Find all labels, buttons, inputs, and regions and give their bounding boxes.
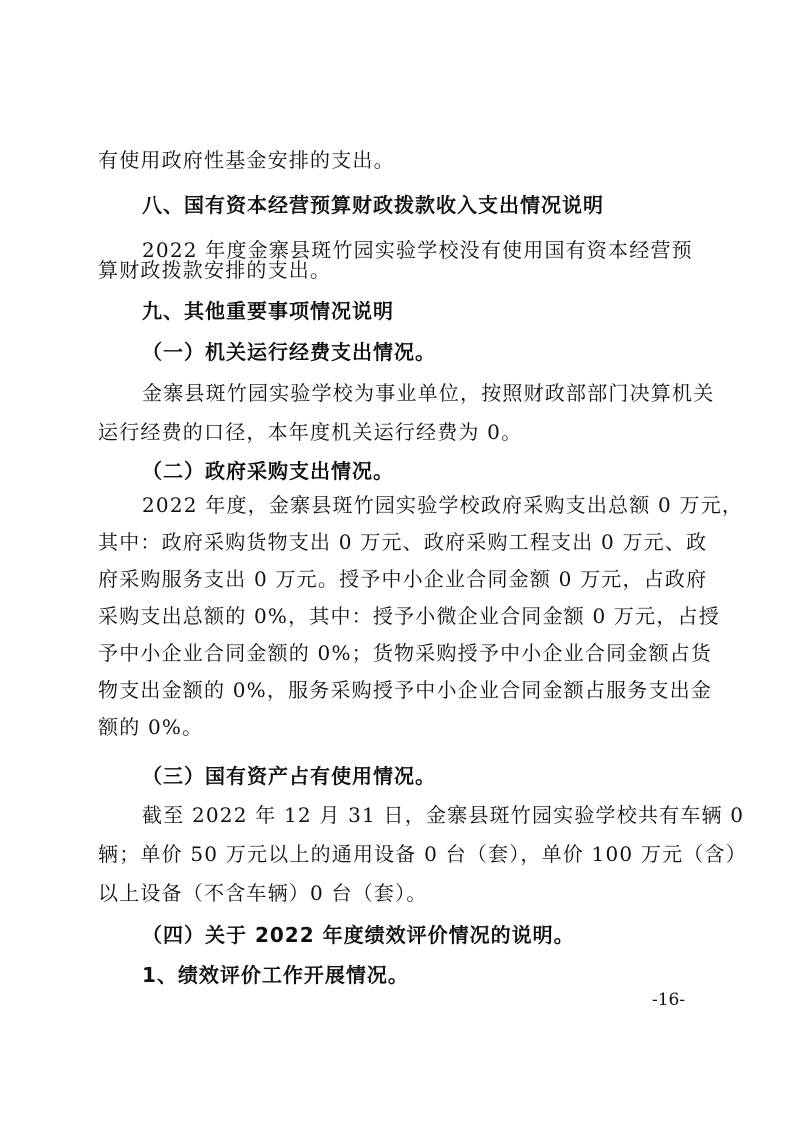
paragraph-line: 金寨县斑竹园实验学校为事业单位，按照财政部部门决算机关 [142,381,715,405]
paragraph-line: 有使用政府性基金安排的支出。 [98,148,395,172]
subsection-heading: 1、绩效评价工作开展情况。 [142,963,409,987]
paragraph-line: 以上设备（不含车辆）0 台（套）。 [98,881,428,905]
paragraph-line: 其中：政府采购货物支出 0 万元、政府采购工程支出 0 万元、政 [98,530,708,554]
paragraph-line: 府采购服务支出 0 万元。授予中小企业合同金额 0 万元，占政府 [98,567,708,591]
subsection-heading: （二）政府采购支出情况。 [142,459,394,483]
paragraph-line: 算财政拨款安排的支出。 [98,258,332,282]
paragraph-line: 运行经费的口径，本年度机关运行经费为 0。 [98,420,523,444]
section-heading: 八、国有资本经营预算财政拨款收入支出情况说明 [142,193,604,217]
paragraph-line: 辆；单价 50 万元以上的通用设备 0 台（套），单价 100 万元（含） [98,842,747,866]
subsection-heading: （一）机关运行经费支出情况。 [142,340,436,364]
subsection-heading: （三）国有资产占有使用情况。 [142,764,436,788]
subsection-heading: （四）关于 2022 年度绩效评价情况的说明。 [142,923,575,947]
paragraph-line: 物支出金额的 0%，服务采购授予中小企业合同金额占服务支出金 [98,678,713,702]
paragraph-line: 予中小企业合同金额的 0%；货物采购授予中小企业合同金额占货 [98,641,713,665]
paragraph-line: 额的 0%。 [98,715,204,739]
paragraph-line: 截至 2022 年 12 月 31 日，金寨县斑竹园实验学校共有车辆 0 [142,803,745,827]
section-heading: 九、其他重要事项情况说明 [142,299,394,323]
paragraph-line: 采购支出总额的 0%，其中：授予小微企业合同金额 0 万元，占授 [98,604,720,628]
paragraph-line: 2022 年度，金寨县斑竹园实验学校政府采购支出总额 0 万元， [142,493,744,517]
page-number: -16- [652,990,686,1010]
paragraph-line: 2022 年度金寨县斑竹园实验学校没有使用国有资本经营预 [142,238,693,262]
